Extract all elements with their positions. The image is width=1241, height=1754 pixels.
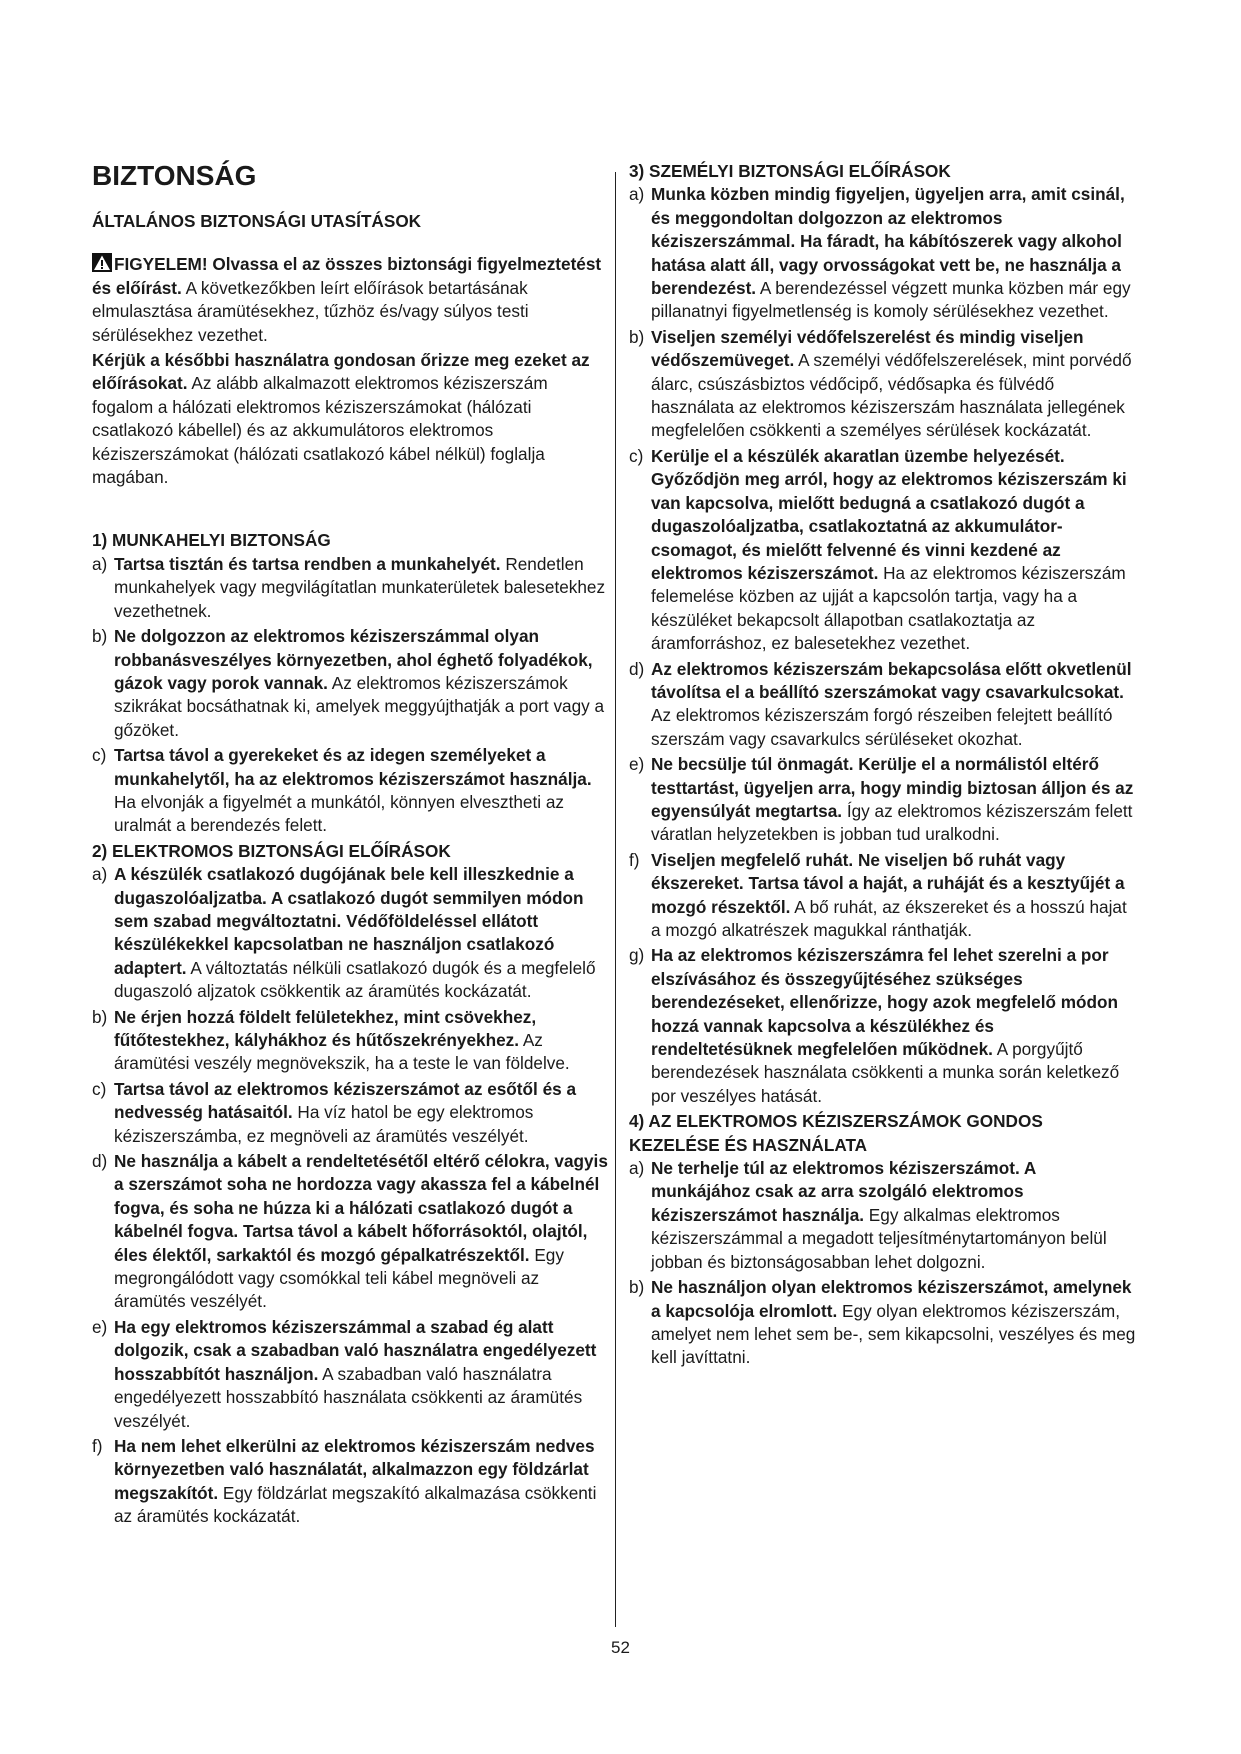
item-bold: Ne használja a kábelt a rendeltetésétől eltérő célokra, vagyis a szerszámot soha ne hordozza vagy akassza fel a kábelnél fogva, és soha ne húzza ki a hálózati csatlakozó dugót a kábelnél fogva. Tartsa távol a kábelt hőforrásoktól, olajtól, éles élektől, sarkaktól és mozgó gépalkatrészektől. (114, 1151, 608, 1265)
item-letter: d) (92, 1151, 108, 1172)
item-text: Ha víz hatol be egy elektromos kéziszerszámba, ez megnöveli az áramütés veszélyét. (114, 1102, 534, 1146)
item-text: Egy olyan elektromos kéziszerszám, amelyet nem lehet sem be-, sem kikapcsolni, veszélyes és meg kell javíttatni. (651, 1300, 1136, 1368)
item-letter: f) (92, 1435, 103, 1456)
item-letter: a) (629, 184, 645, 205)
list-item (92, 1078, 612, 1148)
item-text: A személyi védőfelszerelések, mint porvédő álarc, csúszásbiztos védőcipő, védősapka és fülvédő használata az elektromos kéziszerszám használata jellegének megfelelően csökkenti a személyes sérülések kockázatát. (651, 350, 1132, 441)
list-item (629, 849, 1137, 943)
list-item (629, 753, 1137, 847)
list-item (92, 1435, 612, 1529)
list-item (92, 1316, 612, 1433)
list-item (92, 1150, 612, 1314)
intro-warning (92, 253, 612, 347)
item-letter: a) (92, 864, 108, 885)
item-text: Ha az elektromos kéziszerszám felemelése közben az ujját a kapcsolón tartja, vagy ha a készüléket bekapcsolt állapotban csatlakoztatja az áramforráshoz, ez balesetekhez vezethet. (651, 562, 1126, 654)
item-text: Rendetlen munkahelyek vagy megvilágítatlan munkaterületek balesetekhez vezethetnek. (114, 553, 606, 621)
subtitle: ÁLTALÁNOS BIZTONSÁGI UTASÍTÁSOK (92, 211, 422, 231)
item-letter: f) (629, 849, 640, 870)
item-bold: Ne terhelje túl az elektromos kéziszerszámot. A munkájához csak az arra szolgáló elektromos kéziszerszámot használja. (651, 1158, 1036, 1225)
item-bold: Az elektromos kéziszerszám bekapcsolása előtt okvetlenül távolítsa el a beállító szerszámokat vagy csavarkulcsokat. (651, 658, 1132, 702)
item-bold: Ha egy elektromos kéziszerszámmal a szabad ég alatt dolgozik, csak a szabadban való használatra engedélyezett hosszabbítót használjon. (114, 1316, 597, 1384)
item-bold: Ha az elektromos kéziszerszámra fel lehet szerelni a por elszívásához és összegyűjtéséhez szükséges berendezéseket, ellenőrizze, hogy azok megfelelő módon hozzá vannak kapcsolva a készülékhez és rendeltetésüknek megfelelően működnek. (651, 945, 1119, 1060)
list-item (629, 1276, 1137, 1370)
item-letter: d) (629, 658, 645, 679)
intro-keep (92, 349, 612, 489)
item-letter: g) (629, 945, 645, 966)
list-item (92, 744, 612, 838)
item-text: Egy alkalmas elektromos kéziszerszámmal a megadott teljesítménytartományon belül jobban és biztonságosabban lehet dolgozni. (651, 1204, 1107, 1272)
page-number: 52 (611, 1638, 630, 1657)
section-heading: 2) ELEKTROMOS BIZTONSÁGI ELŐÍRÁSOK (92, 840, 451, 861)
item-bold: Munka közben mindig figyeljen, ügyeljen arra, amit csinál, és meggondoltan dolgozzon az elektromos kéziszerszámmal. Ha fáradt, ha kábítószerek vagy alkohol hatása alatt áll, vagy orvosságokat vett be, ne használja a berendezést. (651, 184, 1125, 299)
item-text: Az elektromos kéziszerszám forgó részeiben felejtett beállító szerszám vagy csavarkulcs sérüléseket okozhat. (651, 705, 1113, 749)
item-letter: c) (92, 1078, 107, 1099)
list-item (629, 326, 1137, 443)
item-letter: c) (92, 745, 107, 766)
right-column (629, 160, 1137, 1372)
list-item (629, 658, 1137, 752)
list-item (629, 944, 1137, 1108)
item-bold: Tartsa távol az elektromos kéziszerszámot az esőtől és a nedvesség hatásaitól. (114, 1078, 577, 1123)
list-item (629, 183, 1137, 323)
list-item (92, 863, 612, 1003)
item-text: A berendezéssel végzett munka közben már egy pillanatnyi figyelmetlenség is komoly sérülésekhez vezethet. (651, 278, 1131, 322)
page-title: BIZTONSÁG (92, 160, 257, 191)
intro-keep-bold: Kérjük a későbbi használatra gondosan őrizze meg ezeket az előírásokat. (92, 350, 590, 394)
item-bold: Ne használjon olyan elektromos kéziszerszámot, amelynek a kapcsolója elromlott. (651, 1277, 1132, 1321)
item-text: Az elektromos kéziszerszámok szikrákat bocsáthatnak ki, amelyek meggyújthatják a port vagy a gőzöket. (114, 672, 605, 740)
item-text: Egy megrongálódott vagy csomókkal teli kábel megnöveli az áramütés veszélyét. (114, 1244, 564, 1312)
item-text: A porgyűjtő berendezések használata csökkenti a munka során keletkező por veszélyes hatását. (651, 1039, 1120, 1106)
item-bold: Kerülje el a készülék akaratlan üzembe helyezését. Győződjön meg arról, hogy az elektromos kéziszerszám ki van kapcsolva, mielőtt bedugná a csatlakozó dugót a dugaszolóaljzatba, csatlakoztatná az akkumulátor-csomagot, és mielőtt felvenné és vinni kezdené az elektromos kéziszerszámot. (651, 445, 1127, 583)
item-letter: c) (629, 445, 644, 466)
item-letter: a) (92, 553, 108, 574)
item-letter: e) (629, 754, 645, 775)
intro-keep-text: Az alább alkalmazott elektromos kéziszerszám fogalom a hálózati elektromos kéziszerszámokat (hálózati csatlakozó kábellel) és az akkumulátoros elektromos kéziszerszámokat (hálózati csatlakozó kábel nélkül) foglalja magában. (92, 373, 548, 488)
item-text: Ha elvonják a figyelmét a munkától, könnyen elvesztheti az uralmát a berendezés felett. (114, 791, 564, 836)
item-letter: b) (92, 1006, 108, 1027)
item-text: A bő ruhát, az ékszereket és a hosszú hajat a mozgó alkatrészek magukkal ránthatják. (651, 896, 1127, 940)
left-column (92, 160, 612, 1531)
item-bold: Viseljen megfelelő ruhát. Ne viseljen bő ruhát vagy ékszereket. Tartsa távol a haját, a ruháját és a kesztyűjét a mozgó részektől. (651, 849, 1125, 917)
intro-warning-text: A következőkben leírt előírások betartásának elmulasztása áramütésekhez, tűzhöz és/vagy súlyos testi sérülésekhez vezethet. (92, 277, 529, 345)
item-bold: Viseljen személyi védőfelszerelést és mindig viseljen védőszemüveget. (651, 326, 1084, 371)
item-bold: Tartsa tisztán és tartsa rendben a munkahelyét. (114, 553, 501, 574)
item-bold: Ne dolgozzon az elektromos kéziszerszámmal olyan robbanásveszélyes környezetben, ahol éghető folyadékok, gázok vagy porok vannak. (114, 626, 593, 693)
item-letter: b) (92, 626, 108, 647)
list-item (629, 1157, 1137, 1274)
item-letter: b) (629, 326, 645, 347)
item-letter: e) (92, 1316, 108, 1337)
column-divider (615, 172, 616, 1627)
list-item (92, 553, 612, 623)
item-bold: Ne érjen hozzá földelt felületekhez, mint csövekhez, fűtőtestekhez, kályhákhoz és hűtőszekrényekhez. (114, 1006, 537, 1050)
item-text: Egy földzárlat megszakító alkalmazása csökkenti az áramütés kockázatát. (114, 1482, 597, 1527)
list-item (92, 625, 612, 742)
warning-triangle-icon (92, 253, 112, 272)
item-text: Így az elektromos kéziszerszám felett váratlan helyzetekben is jobban tud uralkodni. (651, 800, 1133, 845)
item-letter: a) (629, 1158, 645, 1179)
intro-warning-bold: FIGYELEM! Olvassa el az összes biztonsági figyelmeztetést és előírást. (92, 254, 602, 298)
section-heading: 4) AZ ELEKTROMOS KÉZISZERSZÁMOK GONDOS KEZELÉSE ÉS HASZNÁLATA (629, 1111, 1043, 1155)
section-heading: 3) SZEMÉLYI BIZTONSÁGI ELŐÍRÁSOK (629, 161, 951, 181)
item-bold: Ha nem lehet elkerülni az elektromos kéziszerszám nedves környezetben való használatát, alkalmazzon egy földzárlat megszakítót. (114, 1435, 595, 1503)
item-text: Az áramütési veszély megnövekszik, ha a teste le van földelve. (114, 1030, 570, 1074)
item-letter: b) (629, 1277, 645, 1298)
item-text: A szabadban való használatra engedélyezett hosszabbító használata csökkenti az áramütés veszélyét. (114, 1363, 583, 1431)
list-item (629, 445, 1137, 656)
item-bold: Tartsa távol a gyerekeket és az idegen személyeket a munkahelytől, ha az elektromos kéziszerszámot használja. (114, 745, 592, 789)
section-heading: 1) MUNKAHELYI BIZTONSÁG (92, 530, 331, 551)
list-item (92, 1006, 612, 1076)
item-bold: Ne becsülje túl önmagát. Kerülje el a normálistól eltérő testtartást, ügyeljen arra, hogy mindig biztosan álljon és az egyensúlyát megtartsa. (651, 754, 1134, 821)
item-text: A változtatás nélküli csatlakozó dugók és a megfelelő dugaszoló aljzatok csökkentik az áramütés kockázatát. (114, 957, 596, 1002)
item-bold: A készülék csatlakozó dugójának bele kell illeszkednie a dugaszolóaljzatba. A csatlakozó dugót semmilyen módon sem szabad megváltoztatni. Védőföldeléssel ellátott készülékekkel kapcsolatban ne használjon csatlakozó adaptert. (114, 864, 584, 978)
